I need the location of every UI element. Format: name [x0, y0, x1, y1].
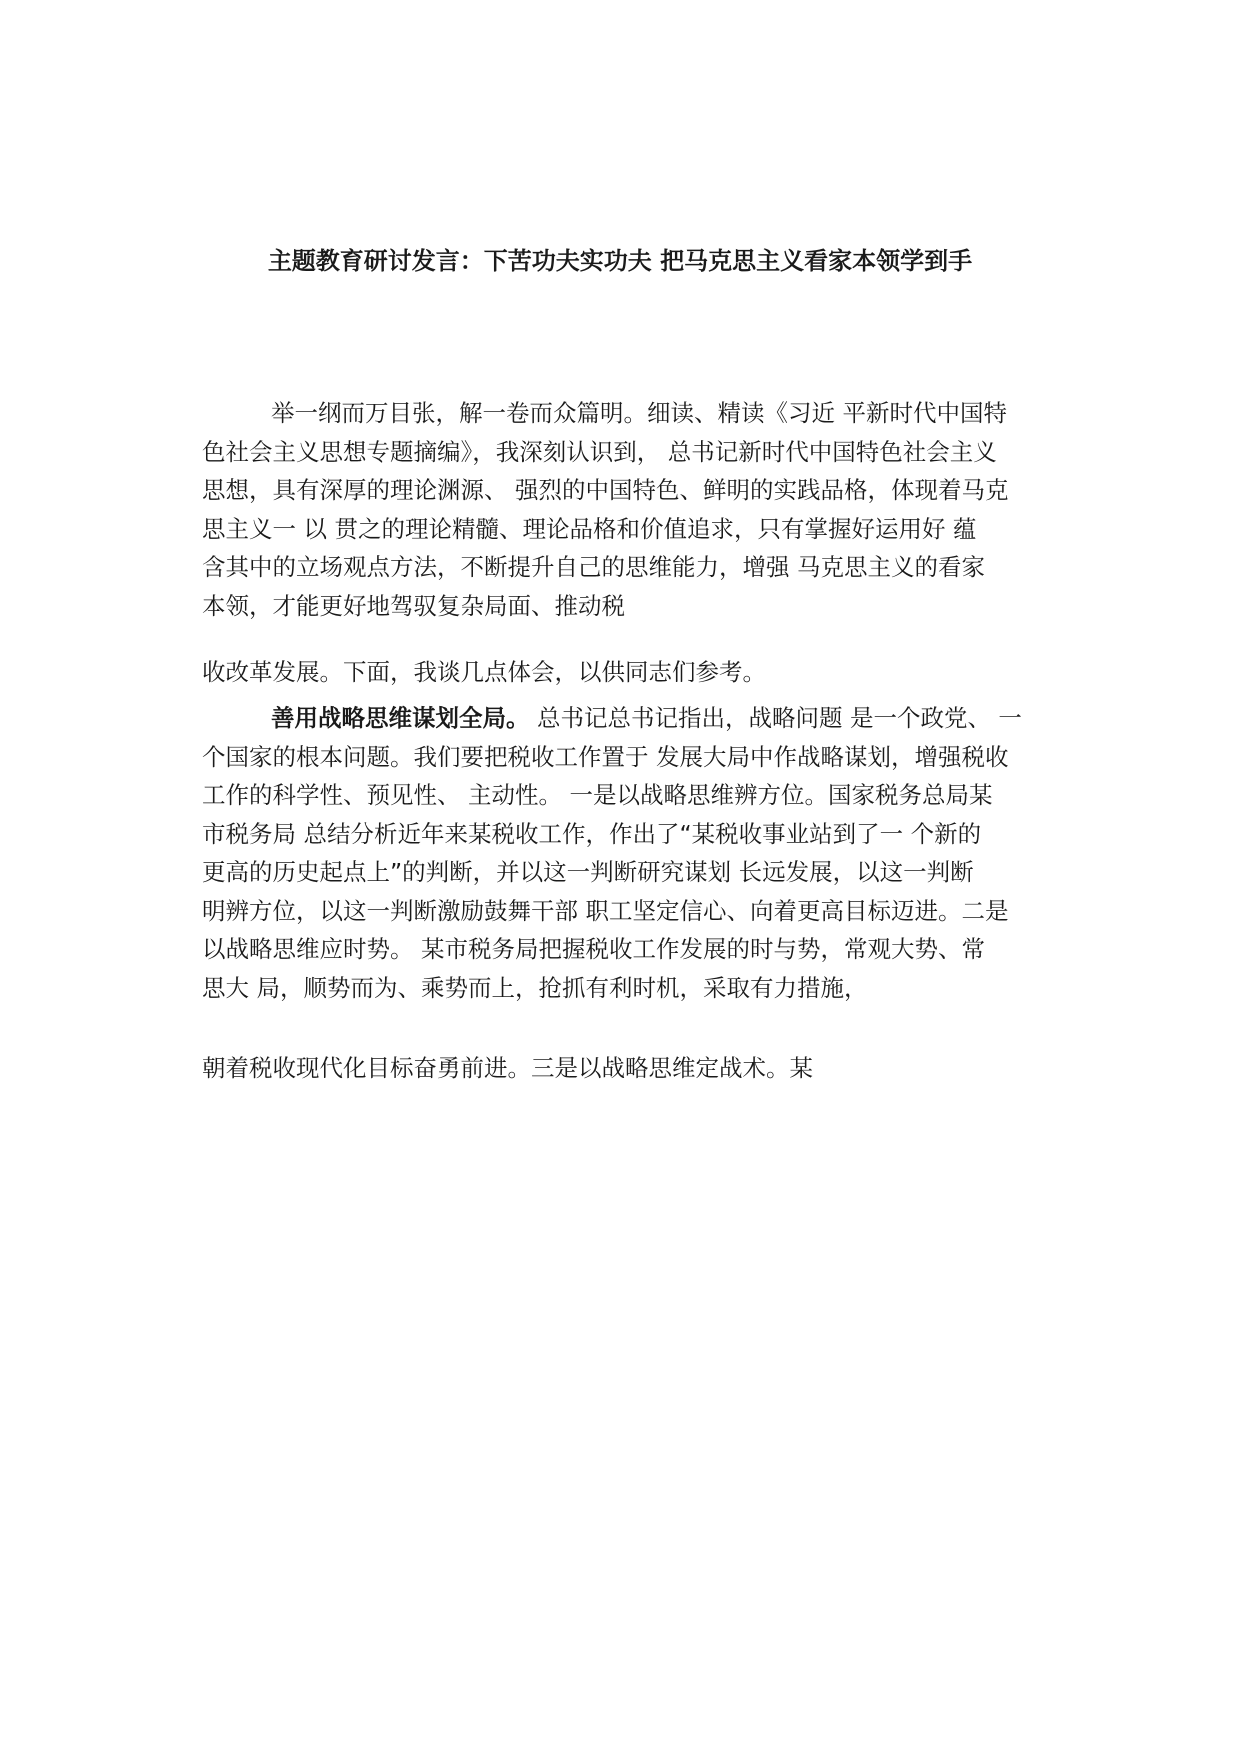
paragraph-line: 含其中的立场观点方法，不断提升自己的思维能力，增强 马克思主义的看家 [202, 553, 985, 581]
paragraph-line: 思想，具有深厚的理论渊源、 强烈的中国特色、鲜明的实践品格，体现着马克 [202, 476, 1009, 504]
paragraph-line: 以战略思维应时势。 某市税务局把握税收工作发展的时与势，常观大势、常 [202, 935, 985, 963]
paragraph-line: 明辨方位，以这一判断激励鼓舞干部 职工坚定信心、向着更高目标迈进。二是 [202, 896, 1009, 925]
paragraph-line: 朝着税收现代化目标奋勇前进。三是以战略思维定战术。某 [202, 1054, 813, 1082]
paragraph-first-line [202, 699, 1102, 738]
paragraph-intro [202, 394, 1102, 625]
paragraph-strategic-thinking-continued [202, 1049, 1102, 1088]
paragraph-line: 本领，才能更好地驾驭复杂局面、推动税 [202, 591, 625, 620]
paragraph-line-text: 总书记总书记指出，战略问题 是一个政党、 一 [529, 704, 1022, 732]
paragraph-line: 个国家的根本问题。我们要把税收工作置于 发展大局中作战略谋划，增强税收 [202, 742, 1009, 771]
section-heading: 善用战略思维谋划全局。 [271, 704, 530, 732]
paragraph-line: 收改革发展。下面，我谈几点体会，以供同志们参考。 [202, 658, 766, 686]
paragraph-line: 色社会主义思想专题摘编》，我深刻认识到， 总书记新时代中国特色社会主义 [202, 437, 997, 466]
paragraph-intro-continued [202, 653, 1102, 692]
paragraph-line: 思主义一 以 贯之的理论精髓、理论品格和价值追求，只有掌握好运用好 蕴 [202, 514, 977, 543]
paragraph-line: 市税务局 总结分析近年来某税收工作，作出了“某税收事业站到了一 个新的 [202, 819, 982, 848]
paragraph-strategic-thinking [202, 699, 1102, 1007]
paragraph-line: 举一纲而万目张，解一卷而众篇明。细读、精读《习近 平新时代中国特 [271, 399, 1007, 427]
paragraph-line: 工作的科学性、预见性、 主动性。 一是以战略思维辨方位。国家税务总局某 [202, 781, 993, 809]
paragraph-line: 思大 局，顺势而为、乘势而上，抢抓有利时机，采取有力措施， [202, 973, 868, 1002]
paragraph-line: 更高的历史起点上”的判断，并以这一判断研究谋划 长远发展，以这一判断 [202, 858, 974, 886]
document-title: 主题教育研讨发言：下苦功夫实功夫 把马克思主义看家本领学到手 [267, 247, 973, 275]
